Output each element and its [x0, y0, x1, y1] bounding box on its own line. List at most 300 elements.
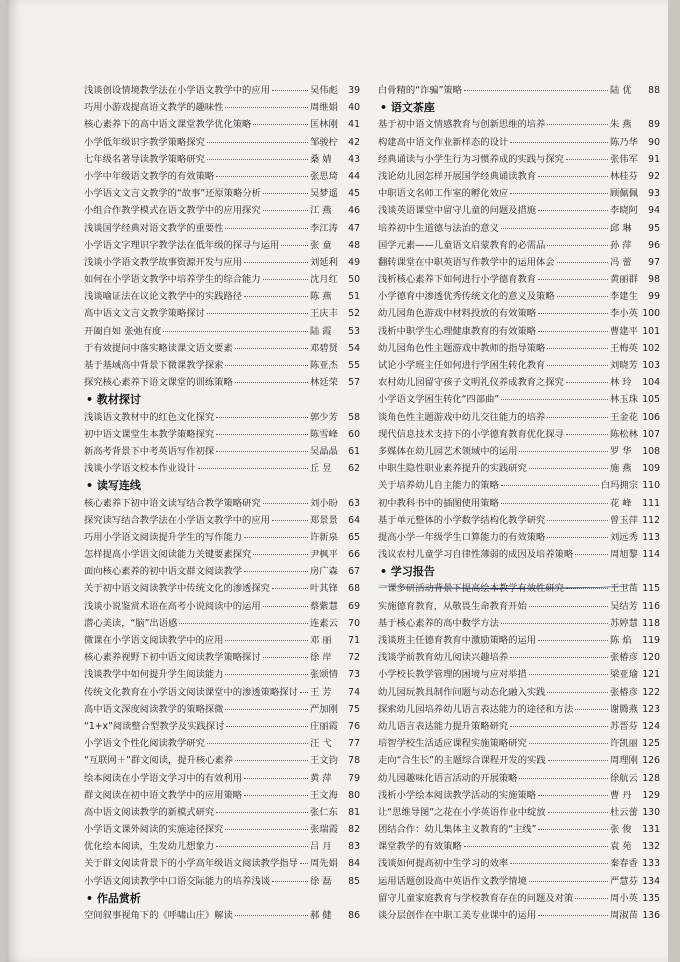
article-title: 试论小学班主任如何进行学困生转化教育	[378, 360, 546, 371]
article-author: 刘延利	[310, 256, 338, 268]
leader-dots	[501, 623, 608, 624]
section-heading: • 读写连线	[84, 477, 360, 494]
leader-dots	[566, 159, 608, 160]
toc-entry[interactable]	[378, 323, 660, 340]
toc-entry[interactable]	[84, 873, 360, 890]
toc-entry[interactable]	[84, 563, 360, 580]
toc-entry[interactable]	[378, 546, 660, 563]
toc-entry[interactable]	[378, 907, 660, 924]
article-author: 陈雪峰	[310, 428, 338, 440]
toc-entry[interactable]	[378, 254, 660, 271]
toc-entry[interactable]	[378, 409, 660, 426]
article-author: 郭少芳	[310, 411, 338, 423]
toc-entry[interactable]	[84, 357, 360, 374]
toc-entry[interactable]	[378, 718, 660, 735]
page-number: 126	[642, 755, 660, 767]
article-title: 小学低年级识字教学策略探究	[84, 136, 205, 148]
article-title: 谈分层创作在中职工美专业课中的运用	[378, 910, 537, 921]
toc-entry[interactable]	[378, 220, 660, 237]
leader-dots	[547, 348, 608, 349]
leader-dots	[529, 468, 608, 469]
article-author: 周淑苗	[610, 910, 638, 921]
toc-entry[interactable]	[378, 271, 660, 288]
toc-entry[interactable]	[378, 873, 660, 890]
article-author: 王 芳	[310, 686, 332, 698]
article-author: 王文海	[310, 789, 338, 801]
page-number: 47	[348, 222, 360, 234]
leader-dots	[216, 176, 308, 177]
toc-entry[interactable]	[84, 271, 360, 288]
toc-entry[interactable]	[84, 615, 360, 632]
pen-underline-mark	[378, 580, 636, 589]
article-author: 谢腾燕	[610, 703, 638, 715]
article-author: 吴梦遥	[310, 188, 338, 200]
leader-dots	[225, 107, 308, 108]
article-author: 张仁东	[310, 806, 338, 818]
leader-dots	[538, 279, 608, 280]
toc-entry[interactable]	[378, 495, 660, 512]
article-title: 浅谈英语课堂中留守儿童的问题及措施	[378, 205, 537, 217]
leader-dots	[510, 657, 608, 658]
page-number: 44	[348, 170, 360, 182]
page-number: 67	[348, 566, 360, 578]
toc-entry[interactable]	[84, 426, 360, 443]
article-author: 曾玉萍	[610, 514, 638, 526]
page-number: 61	[348, 445, 360, 457]
article-title: 优化绘本阅读，生发幼儿想象力	[84, 841, 215, 853]
leader-dots	[272, 881, 308, 882]
article-title: 怎样提高小学语文阅读能力关键要素探究	[84, 549, 252, 561]
leader-dots	[548, 812, 608, 813]
section-heading: • 学习报告	[378, 563, 660, 580]
article-title: 小学语文学困生转化“四部曲”	[378, 394, 500, 406]
page-number: 86	[348, 910, 360, 921]
article-author: 顾佩佩	[610, 188, 638, 200]
leader-dots	[272, 90, 308, 91]
page-number: 70	[348, 617, 360, 629]
leader-dots	[548, 760, 608, 761]
article-title: 小学语文课外阅读的实施途径探究	[84, 824, 224, 836]
article-author: 张瑞霞	[310, 824, 338, 836]
article-title: 如何在小学语文教学中培养学生的综合能力	[84, 274, 261, 286]
toc-entry[interactable]	[378, 151, 660, 168]
page-number: 91	[648, 153, 660, 165]
page-number: 123	[642, 703, 660, 715]
article-author: 周先娟	[310, 858, 338, 870]
toc-entry[interactable]	[84, 237, 360, 254]
page-number: 64	[348, 514, 360, 526]
page-number: 122	[642, 686, 660, 698]
article-author: 邹骏柠	[310, 136, 338, 148]
leader-dots	[225, 829, 308, 830]
toc-entry[interactable]	[378, 202, 660, 219]
toc-entry[interactable]	[378, 804, 660, 821]
article-title: 绘本阅读在小学语文学习中的有效利用	[84, 772, 243, 784]
toc-entry[interactable]	[84, 529, 360, 546]
toc-entry[interactable]	[378, 391, 660, 408]
article-title: 于有效提问中落实略读课文语文要素	[84, 342, 233, 354]
page-number: 89	[648, 119, 660, 131]
toc-entry[interactable]	[378, 855, 660, 872]
toc-entry[interactable]	[84, 134, 360, 151]
toc-entry[interactable]	[378, 305, 660, 322]
toc-entry[interactable]	[378, 787, 660, 804]
article-author: 桑 婧	[310, 153, 332, 165]
leader-dots	[244, 795, 308, 796]
page-number: 48	[348, 239, 360, 251]
page-number: 68	[348, 583, 360, 595]
toc-entry[interactable]	[84, 305, 360, 322]
leader-dots	[253, 124, 308, 125]
toc-entry[interactable]	[378, 340, 660, 357]
toc-entry[interactable]	[378, 529, 660, 546]
article-author: 蔡紫慧	[310, 600, 338, 612]
article-author: 邓碧贤	[310, 342, 338, 354]
article-author: 施 燕	[610, 463, 632, 475]
toc-entry[interactable]	[84, 649, 360, 666]
right-toc-column	[378, 82, 660, 924]
article-author: 江 燕	[310, 205, 332, 217]
article-title: 面向核心素养的初中语文群文阅读教学	[84, 566, 243, 578]
leader-dots	[538, 829, 608, 830]
article-author: 李晓阿	[610, 205, 638, 217]
toc-entry[interactable]	[378, 185, 660, 202]
article-title: 小组合作教学模式在语文教学中的应用探究	[84, 205, 261, 217]
leader-dots	[538, 210, 608, 211]
article-title: 浅谈如何提高初中生学习的效率	[378, 858, 509, 870]
leader-dots	[235, 760, 308, 761]
toc-entry[interactable]	[378, 649, 660, 666]
toc-entry[interactable]	[84, 512, 360, 529]
article-title: 幼儿语言表达能力提升策略研究	[378, 720, 509, 732]
leader-dots	[510, 142, 608, 143]
toc-entry[interactable]	[84, 632, 360, 649]
toc-entry[interactable]	[378, 116, 660, 133]
leader-dots	[529, 743, 608, 744]
toc-entry[interactable]	[84, 787, 360, 804]
leader-dots	[263, 503, 308, 504]
page-number: 66	[348, 549, 360, 561]
toc-entry[interactable]	[84, 907, 360, 924]
article-author: 徐 磊	[310, 875, 332, 887]
toc-entry[interactable]	[378, 838, 660, 855]
article-title: 多媒体在幼儿园艺术领域中的运用	[378, 445, 518, 457]
toc-entry[interactable]	[84, 546, 360, 563]
article-author: 严慧芬	[610, 875, 638, 887]
page-number: 39	[348, 85, 360, 96]
toc-entry[interactable]	[84, 666, 360, 683]
toc-entry[interactable]	[84, 220, 360, 237]
toc-entry[interactable]	[84, 374, 360, 391]
article-title: 初中语文课堂生本教学策略探究	[84, 428, 215, 440]
article-title: “互联网＋”群文阅读，提升核心素养	[84, 755, 234, 767]
page-number: 119	[642, 635, 660, 646]
article-title: 留守儿童家庭教育与学校教育存在的问题及对策	[378, 892, 574, 904]
article-title: 幼儿园角色游戏中材料投放的有效策略	[378, 308, 537, 320]
toc-entry[interactable]	[378, 477, 660, 494]
article-author: 张 童	[310, 239, 332, 251]
toc-entry[interactable]	[378, 288, 660, 305]
leader-dots	[263, 279, 308, 280]
page-number: 108	[642, 445, 660, 457]
leader-dots	[538, 331, 608, 332]
leader-dots	[207, 313, 308, 314]
article-author: 林桂芬	[610, 170, 638, 182]
page-number: 135	[642, 892, 660, 904]
leader-dots	[529, 606, 608, 607]
page-number: 104	[642, 377, 660, 389]
page-number: 116	[642, 600, 660, 612]
article-author: 吴结芳	[610, 600, 638, 612]
leader-dots	[216, 434, 308, 435]
leader-dots	[547, 245, 608, 246]
page-number: 71	[348, 635, 360, 646]
article-title: 小学语文字理识字教学法在低年级的探寻与运用	[84, 239, 280, 251]
section-heading: • 教材探讨	[84, 391, 360, 408]
page-number: 114	[642, 549, 660, 561]
page-number: 76	[348, 720, 360, 732]
article-title: 小学德育中渗透优秀传统文化的意义及策略	[378, 291, 555, 303]
article-author: 张 俊	[610, 824, 632, 836]
leader-dots	[216, 417, 308, 418]
page-number: 72	[348, 652, 360, 664]
page-number: 60	[348, 428, 360, 440]
page-number: 42	[348, 136, 360, 148]
toc-entry[interactable]	[84, 151, 360, 168]
toc-entry[interactable]	[378, 443, 660, 460]
toc-entry[interactable]	[84, 770, 360, 787]
toc-entry[interactable]	[378, 237, 660, 254]
page-number: 62	[348, 463, 360, 475]
article-author: 李江涛	[310, 222, 338, 234]
article-author: 曹 丹	[610, 789, 632, 801]
toc-entry[interactable]	[84, 99, 360, 116]
page-number: 84	[348, 858, 360, 870]
article-author: 张颂情	[310, 669, 338, 681]
toc-entry[interactable]	[84, 701, 360, 718]
article-author: 吴晶晶	[310, 445, 338, 457]
article-title: 培养初中生道德与法治的意义	[378, 222, 499, 234]
toc-entry[interactable]	[378, 752, 660, 769]
leader-dots	[207, 142, 308, 143]
toc-entry[interactable]	[84, 804, 360, 821]
leader-dots	[510, 193, 608, 194]
toc-entry[interactable]	[84, 168, 360, 185]
toc-entry[interactable]	[378, 890, 660, 907]
article-author: 严加刚	[310, 703, 338, 715]
page-number: 40	[348, 102, 360, 114]
leader-dots	[547, 124, 608, 125]
toc-entry[interactable]	[84, 202, 360, 219]
article-author: 刘小盼	[310, 497, 338, 509]
leader-dots	[464, 846, 608, 847]
article-title: 探索幼儿园培养幼儿语言表达能力的途径和方法	[378, 703, 574, 715]
leader-dots	[253, 554, 308, 555]
page-number: 128	[642, 772, 660, 784]
article-title: 探究读写结合教学法在小学语文教学中的应用	[84, 514, 270, 526]
leader-dots	[225, 365, 308, 366]
leader-dots	[510, 726, 608, 727]
toc-entry[interactable]	[84, 684, 360, 701]
page-number: 100	[642, 308, 660, 320]
article-title: 运用话题创设高中英语作文教学情境	[378, 875, 527, 887]
toc-entry[interactable]	[378, 460, 660, 477]
toc-entry[interactable]	[378, 357, 660, 374]
article-author: 陈乃华	[610, 136, 638, 148]
toc-entry[interactable]	[84, 495, 360, 512]
page-number: 110	[642, 480, 660, 492]
article-title: 浅谈小学语文教学故事资源开发与应用	[84, 256, 243, 268]
toc-entry[interactable]	[378, 168, 660, 185]
article-title: 中职语文名师工作室的孵化效应	[378, 188, 509, 200]
article-author: 汪 弋	[310, 738, 332, 750]
toc-entry[interactable]	[378, 615, 660, 632]
toc-entry[interactable]	[84, 443, 360, 460]
article-author: 王金花	[610, 411, 638, 423]
article-title: 现代信息技术支持下的小学德育教育优化探寻	[378, 428, 564, 440]
leader-dots	[519, 778, 608, 779]
page-number: 53	[348, 325, 360, 337]
toc-entry[interactable]	[84, 185, 360, 202]
toc-entry[interactable]	[84, 288, 360, 305]
toc-entry[interactable]	[84, 409, 360, 426]
article-author: 许凯丽	[610, 738, 638, 750]
page-number: 101	[642, 325, 660, 337]
leader-dots	[179, 623, 308, 624]
leader-dots	[547, 537, 608, 538]
page-number: 55	[348, 360, 360, 371]
article-author: 冯 蕾	[610, 256, 632, 268]
toc-entry[interactable]	[378, 821, 660, 838]
toc-entry[interactable]	[378, 770, 660, 787]
leader-dots	[538, 313, 608, 314]
article-author: 杜云蕾	[610, 806, 638, 818]
article-title: 浅析小学绘本阅读教学活动的实施策略	[378, 789, 537, 801]
toc-entry[interactable]	[84, 838, 360, 855]
page-number: 96	[648, 239, 660, 251]
leader-dots	[225, 674, 308, 675]
article-title: 基于单元整体的小学数学结构化教学研究	[378, 514, 546, 526]
page-number: 77	[348, 738, 360, 750]
article-author: 陈亚杰	[310, 360, 338, 371]
leader-dots	[225, 228, 308, 229]
toc-entry[interactable]	[378, 374, 660, 391]
toc-entry[interactable]	[84, 116, 360, 133]
page-number: 80	[348, 789, 360, 801]
section-heading: • 作品赏析	[84, 890, 360, 907]
article-title: 新高考背景下中考英语写作初探	[84, 445, 215, 457]
article-author: 苏婷慧	[610, 617, 638, 629]
toc-entry[interactable]	[378, 598, 660, 615]
toc-entry[interactable]	[84, 323, 360, 340]
article-title: 小学校长教学管理的困境与应对举措	[378, 669, 527, 681]
article-author: 周理刚	[610, 755, 638, 767]
page-number: 90	[648, 136, 660, 148]
toc-entry[interactable]	[378, 632, 660, 649]
page-number: 65	[348, 531, 360, 543]
toc-entry[interactable]	[378, 666, 660, 683]
article-author: 邱 琳	[610, 222, 632, 234]
toc-entry[interactable]	[84, 855, 360, 872]
article-title: 一课多研活动背景下提高绘本教学有效性研究	[378, 583, 564, 595]
page-number: 111	[642, 497, 660, 509]
article-title: 高中语文深度阅读教学的策略探微	[84, 703, 224, 715]
article-title: 构建高中语文作业新样态的设计	[378, 136, 509, 148]
page-number: 112	[642, 514, 660, 526]
article-title: 浅谈创设情境教学法在小学语文教学中的应用	[84, 85, 270, 96]
article-title: 浅谈学前教育幼儿阅读兴趣培养	[378, 652, 509, 664]
toc-entry[interactable]	[84, 82, 360, 99]
article-title: 高中语文阅读教学的新模式研究	[84, 806, 215, 818]
toc-entry[interactable]	[84, 752, 360, 769]
toc-entry[interactable]	[84, 821, 360, 838]
leader-dots	[225, 640, 308, 641]
leader-dots	[464, 90, 608, 91]
toc-entry[interactable]	[378, 82, 660, 99]
article-author: 张伟军	[610, 153, 638, 165]
toc-entry[interactable]	[378, 134, 660, 151]
article-title: 实施德育教育，从敬畏生命教育开始	[378, 600, 527, 612]
article-title: 巧用小学语文阅读提升学生的写作能力	[84, 531, 243, 543]
page-number: 58	[348, 411, 360, 423]
toc-entry[interactable]	[84, 718, 360, 735]
leader-dots	[163, 331, 308, 332]
toc-entry[interactable]	[378, 735, 660, 752]
leader-dots	[300, 692, 308, 693]
toc-entry[interactable]	[84, 598, 360, 615]
article-title: 基于核心素养的高中数学方法	[378, 617, 499, 629]
article-title: 初中教科书中的插图使用策略	[378, 497, 499, 509]
leader-dots	[529, 881, 608, 882]
article-author: 朱 燕	[610, 119, 632, 131]
page-number: 97	[648, 256, 660, 268]
article-title: 白骨精的“诈骗”策略	[378, 85, 463, 96]
article-title: 培智学校生活适应课程实施策略研究	[378, 738, 527, 750]
leader-dots	[244, 537, 308, 538]
toc-entry[interactable]	[84, 254, 360, 271]
toc-entry[interactable]	[378, 684, 660, 701]
page-number: 109	[642, 463, 660, 475]
article-title: 巧用小游戏提高语文教学的趣味性	[84, 102, 224, 114]
article-author: 罗 华	[610, 445, 632, 457]
page-number: 115	[642, 583, 660, 595]
article-author: 吴伟彪	[310, 85, 338, 96]
toc-entry[interactable]	[378, 512, 660, 529]
article-title: 农村幼儿园留守孩子文明礼仪养成教育之探究	[378, 377, 564, 389]
leader-dots	[547, 520, 608, 521]
toc-entry[interactable]	[84, 735, 360, 752]
toc-entry[interactable]	[378, 701, 660, 718]
article-title: 小学语文阅读教学中口语交际能力的培养浅谈	[84, 875, 270, 887]
toc-entry[interactable]	[84, 340, 360, 357]
toc-entry[interactable]	[84, 460, 360, 477]
article-author: 花 峰	[610, 497, 632, 509]
article-title: 核心素养视野下初中语文阅读教学策略探讨	[84, 652, 261, 664]
toc-entry[interactable]	[378, 426, 660, 443]
article-title: 核心素养下初中语文读写结合教学策略研究	[84, 497, 261, 509]
article-title: 浅析中职学生心理健康教育的有效策略	[378, 325, 537, 337]
article-author: 张思琦	[310, 170, 338, 182]
article-author: 刘远秀	[610, 531, 638, 543]
article-author: 郑景景	[310, 514, 338, 526]
page-number: 106	[642, 411, 660, 423]
page-number: 102	[642, 342, 660, 354]
article-title: 浅议农村儿童学习自律性薄弱的成因及培养策略	[378, 549, 574, 561]
article-author: 张椿彦	[610, 686, 638, 698]
article-title: 幼儿园趣味化语言活动的开展策略	[378, 772, 518, 784]
article-author: 林廷荣	[310, 377, 338, 389]
toc-entry[interactable]	[84, 580, 360, 597]
